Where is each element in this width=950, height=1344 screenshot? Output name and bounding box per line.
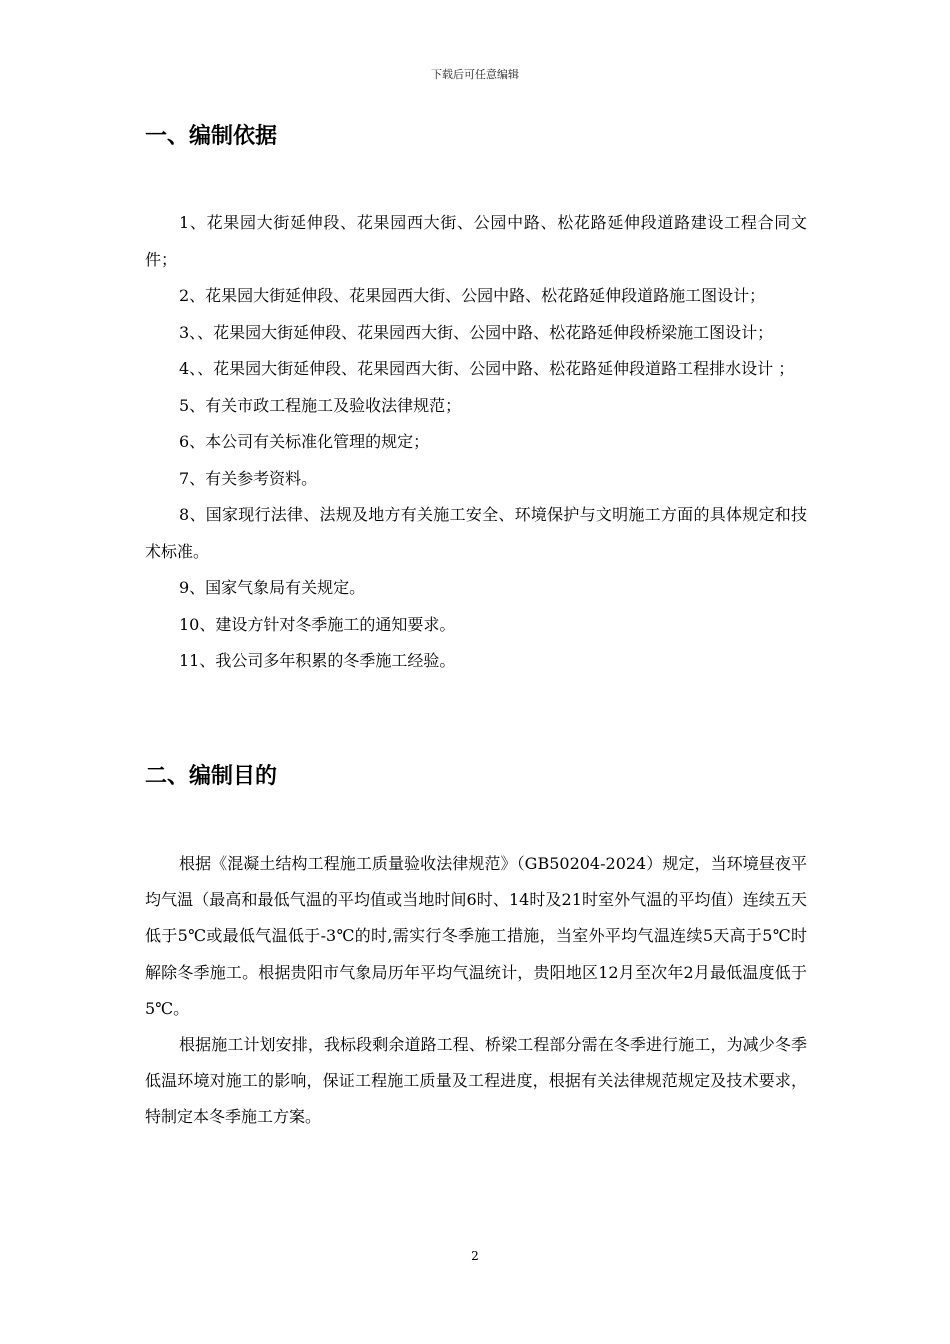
purpose-paragraph-2: 根据施工计划安排，我标段剩余道路工程、桥梁工程部分需在冬季进行施工，为减少冬季低温环境对施工的影响，保证工程施工质量及工程进度，根据有关法律规范规定及技术要求，特制定本冬季施工方案。 [145,1035,807,1127]
basis-item-2: 2、花果园大街延伸段、花果园西大街、公园中路、松花路延伸段道路施工图设计； [179,286,766,305]
section-title-basis: 一、编制依据 [145,124,278,149]
basis-item-8: 8、国家现行法律、法规及地方有关施工安全、环境保护与文明施工方面的具体规定和技术标准。 [145,505,807,561]
page-header: 下载后可任意编辑 [431,68,519,81]
basis-item-6: 6、本公司有关标准化管理的规定； [179,432,430,451]
basis-item-9: 9、国家气象局有关规定。 [179,578,366,597]
basis-item-3: 3、、花果园大街延伸段、花果园西大街、公园中路、松花路延伸段桥梁施工图设计； [179,322,774,342]
basis-item-4: 4、、花果园大街延伸段、花果园西大街、公园中路、松花路延伸段道路工程排水设计 ； [179,359,795,378]
section-body-basis [145,205,807,680]
basis-item-1: 1、花果园大街延伸段、花果园西大街、公园中路、松花路延伸段道路建设工程合同文件； [145,213,807,269]
basis-item-7: 7、有关参考资料。 [179,468,318,488]
page-number: 2 [471,1249,479,1263]
section-body-purpose [145,846,807,1136]
basis-item-5: 5、有关市政工程施工及验收法律规范； [179,395,462,415]
basis-item-11: 11、我公司多年积累的冬季施工经验。 [179,651,456,670]
section-title-purpose: 二、编制目的 [145,764,278,789]
basis-item-10: 10、建设方针对冬季施工的通知要求。 [179,614,456,634]
purpose-paragraph-1: 根据《混凝土结构工程施工质量验收法律规范》（GB50204-2024）规定，当环境昼夜平均气温（最高和最低气温的平均值或当地时间6时、14时及21时室外气温的平均值）连续五天低于5℃或最低气温低于-3℃的时,需实行冬季施工措施，当室外平均气温连续5天高于5℃时解除冬季施工。根据贵阳市气象局历年平均气温统计，贵阳地区12月至次年2月最低温度低于5℃。 [145,854,807,1018]
